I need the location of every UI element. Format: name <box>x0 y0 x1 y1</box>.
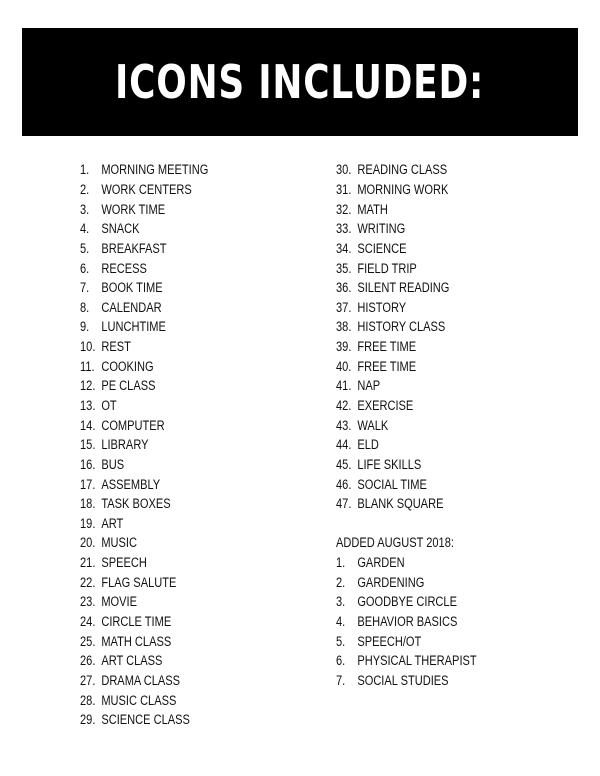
list-item <box>336 396 508 416</box>
list-item <box>80 455 237 475</box>
item-label: COOKING <box>101 358 154 374</box>
item-label: PHYSICAL THERAPIST <box>357 653 477 669</box>
item-label: REST <box>101 339 131 355</box>
item-number: 35. <box>336 260 352 276</box>
item-label: MORNING WORK <box>357 181 449 197</box>
item-label: SILENT READING <box>357 280 450 296</box>
list-item <box>80 396 237 416</box>
item-number: 6. <box>80 260 90 276</box>
item-number: 45. <box>336 456 352 472</box>
item-number: 34. <box>336 240 352 256</box>
list-item <box>336 553 508 573</box>
item-label: SCIENCE <box>357 240 407 256</box>
list-item <box>80 160 237 180</box>
list-item <box>80 219 237 239</box>
item-label: RECESS <box>101 260 147 276</box>
list-item <box>80 710 237 730</box>
item-number: 8. <box>80 299 90 315</box>
list-item <box>80 297 237 317</box>
list-item <box>80 651 237 671</box>
list-item <box>336 239 508 259</box>
item-label: WALK <box>357 417 389 433</box>
item-number: 5. <box>80 240 90 256</box>
list-item <box>336 671 508 691</box>
list-item <box>336 376 508 396</box>
list-item <box>336 219 508 239</box>
item-number: 18. <box>80 496 96 512</box>
item-label: TASK BOXES <box>101 496 171 512</box>
item-number: 13. <box>80 398 96 413</box>
list-item <box>336 494 508 514</box>
item-label: EXERCISE <box>357 398 414 413</box>
list-item <box>80 514 237 534</box>
item-number: 19. <box>80 515 96 531</box>
list-item <box>336 612 508 632</box>
item-number: 14. <box>80 417 96 433</box>
item-label: SOCIAL TIME <box>357 476 427 492</box>
list-item <box>80 180 237 200</box>
list-item <box>80 317 237 337</box>
item-number: 7. <box>80 280 90 296</box>
item-label: MORNING MEETING <box>101 162 209 178</box>
item-label: READING CLASS <box>357 162 448 178</box>
item-label: LIBRARY <box>101 437 149 453</box>
item-label: ART CLASS <box>101 653 163 669</box>
item-label: GARDEN <box>357 555 405 571</box>
list-item <box>80 376 237 396</box>
list-item <box>336 258 508 278</box>
item-number: 47. <box>336 496 352 512</box>
list-item <box>80 337 237 357</box>
item-number: 46. <box>336 476 352 492</box>
item-number: 28. <box>80 692 96 708</box>
item-number: 36. <box>336 280 352 296</box>
list-item <box>336 180 508 200</box>
item-number: 10. <box>80 339 96 355</box>
list-item <box>80 199 237 219</box>
item-label: SPEECH <box>101 555 147 571</box>
item-number: 6. <box>336 653 346 669</box>
item-label: SNACK <box>101 221 140 237</box>
item-label: GOODBYE CIRCLE <box>357 594 457 610</box>
item-number: 12. <box>80 378 96 394</box>
list-item <box>336 455 508 475</box>
item-number: 27. <box>80 672 96 688</box>
list-item <box>336 474 508 494</box>
item-label: LUNCHTIME <box>101 319 166 335</box>
list-item <box>80 612 237 632</box>
item-label: MATH CLASS <box>101 633 172 649</box>
right-list <box>336 160 508 690</box>
list-item <box>80 435 237 455</box>
item-number: 23. <box>80 594 96 610</box>
added-items <box>336 553 508 690</box>
item-number: 30. <box>336 162 352 178</box>
list-item <box>80 553 237 573</box>
list-item <box>336 592 508 612</box>
list-item <box>80 690 237 710</box>
item-number: 40. <box>336 358 352 374</box>
title-banner <box>22 28 578 136</box>
item-label: BLANK SQUARE <box>357 496 444 512</box>
list-item <box>336 415 508 435</box>
item-label: MATH <box>357 201 388 217</box>
page-title: ICONS INCLUDED: <box>115 55 485 109</box>
item-number: 29. <box>80 712 96 728</box>
item-number: 15. <box>80 437 96 453</box>
item-number: 32. <box>336 201 352 217</box>
item-label: FIELD TRIP <box>357 260 417 276</box>
item-number: 41. <box>336 378 352 394</box>
item-label: MUSIC <box>101 535 137 551</box>
item-number: 38. <box>336 319 352 335</box>
item-label: ELD <box>357 437 379 453</box>
item-label: BUS <box>101 456 125 472</box>
item-label: SCIENCE CLASS <box>101 712 190 728</box>
item-number: 44. <box>336 437 352 453</box>
item-label: HISTORY <box>357 299 407 315</box>
item-label: SPEECH/OT <box>357 633 422 649</box>
item-label: BEHAVIOR BASICS <box>357 614 458 630</box>
item-number: 17. <box>80 476 96 492</box>
item-number: 25. <box>80 633 96 649</box>
list-item <box>80 533 237 553</box>
item-number: 43. <box>336 417 352 433</box>
item-number: 11. <box>80 358 95 374</box>
item-number: 20. <box>80 535 96 551</box>
list-item <box>80 239 237 259</box>
list-item <box>336 435 508 455</box>
right-items <box>336 160 508 514</box>
item-label: OT <box>101 398 117 413</box>
item-label: PE CLASS <box>101 378 156 394</box>
list-item <box>80 356 237 376</box>
item-number: 4. <box>80 221 90 237</box>
item-number: 7. <box>336 672 346 688</box>
item-label: HISTORY CLASS <box>357 319 446 335</box>
list-item <box>336 160 508 180</box>
item-number: 1. <box>80 162 90 178</box>
list-item <box>336 572 508 592</box>
item-label: FREE TIME <box>357 358 417 374</box>
list-item <box>336 337 508 357</box>
item-number: 3. <box>80 201 90 217</box>
list-item <box>80 572 237 592</box>
list-item <box>80 494 237 514</box>
item-number: 31. <box>336 181 352 197</box>
item-label: BOOK TIME <box>101 280 163 296</box>
item-number: 33. <box>336 221 352 237</box>
item-label: FLAG SALUTE <box>101 574 177 590</box>
list-item <box>336 631 508 651</box>
list-item <box>80 258 237 278</box>
item-label: MOVIE <box>101 594 138 610</box>
item-number: 21. <box>80 555 96 571</box>
item-label: GARDENING <box>357 574 425 590</box>
list-item <box>80 631 237 651</box>
item-label: MUSIC CLASS <box>101 692 177 708</box>
item-label: FREE TIME <box>357 339 417 355</box>
item-number: 22. <box>80 574 96 590</box>
item-number: 16. <box>80 456 96 472</box>
item-number: 3. <box>336 594 346 610</box>
added-heading-text: ADDED AUGUST 2018: <box>336 535 454 551</box>
item-label: WRITING <box>357 221 406 237</box>
item-label: CIRCLE TIME <box>101 614 172 630</box>
item-label: LIFE SKILLS <box>357 456 422 472</box>
item-number: 37. <box>336 299 352 315</box>
item-label: DRAMA CLASS <box>101 672 181 688</box>
list-item <box>336 199 508 219</box>
item-label: WORK TIME <box>101 201 166 217</box>
item-number: 26. <box>80 653 96 669</box>
list-item <box>80 474 237 494</box>
item-number: 2. <box>336 574 346 590</box>
item-label: COMPUTER <box>101 417 165 433</box>
item-label: BREAKFAST <box>101 240 167 256</box>
list-item <box>336 317 508 337</box>
item-label: CALENDAR <box>101 299 162 315</box>
item-label: WORK CENTERS <box>101 181 192 197</box>
item-number: 4. <box>336 614 346 630</box>
list-item <box>336 651 508 671</box>
item-label: ART <box>101 515 124 531</box>
list-item <box>80 671 237 691</box>
added-heading <box>336 533 508 553</box>
item-label: SOCIAL STUDIES <box>357 672 449 688</box>
list-item <box>80 278 237 298</box>
item-label: ASSEMBLY <box>101 476 161 492</box>
list-item <box>336 297 508 317</box>
item-number: 39. <box>336 339 352 355</box>
item-label: NAP <box>357 378 381 394</box>
item-number: 1. <box>336 555 346 571</box>
list-item <box>336 356 508 376</box>
left-list <box>80 160 237 730</box>
item-number: 5. <box>336 633 346 649</box>
list-item <box>336 278 508 298</box>
item-number: 42. <box>336 398 352 413</box>
list-item <box>80 415 237 435</box>
list-item <box>80 592 237 612</box>
item-number: 2. <box>80 181 90 197</box>
item-number: 9. <box>80 319 90 335</box>
item-number: 24. <box>80 614 96 630</box>
